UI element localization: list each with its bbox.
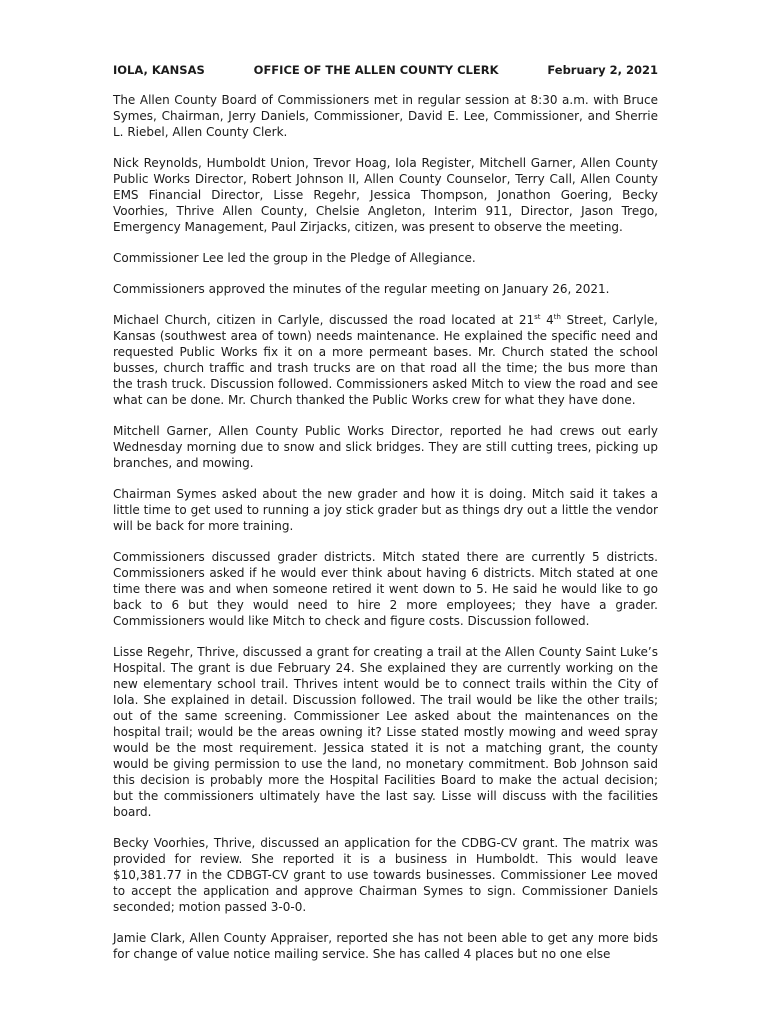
- paragraph-grader: Chairman Symes asked about the new grader and how it is doing. Mitch said it takes a little time to get used to running a joy stick grader but as things dry out a little the vendor will be back for more training.: [113, 487, 658, 533]
- paragraph-church-road-text-1: Michael Church, citizen in Carlyle, discussed the road located at 21: [113, 313, 535, 327]
- paragraph-pledge: Commissioner Lee led the group in the Pledge of Allegiance.: [113, 251, 476, 265]
- superscript-st: st: [534, 313, 541, 321]
- superscript-th: th: [553, 313, 561, 321]
- paragraph-public-works: Mitchell Garner, Allen County Public Works Director, reported he had crews out early Wednesday morning due to snow and slick bridges. They are still cutting trees, picking up branches, and mowing.: [113, 424, 658, 470]
- header-office: OFFICE OF THE ALLEN COUNTY CLERK: [253, 63, 499, 77]
- paragraph-church-road: [113, 312, 658, 408]
- paragraph-church-road-text-2: 4: [540, 313, 554, 327]
- header-location: IOLA, KANSAS: [113, 63, 205, 77]
- paragraph-attendance: The Allen County Board of Commissioners met in regular session at 8:30 a.m. with Bruce Symes, Chairman, Jerry Daniels, Commissioner, David E. Lee, Commissioner, and Sherrie L. Riebel, Allen County Clerk.: [113, 93, 658, 139]
- document-page: [113, 62, 658, 977]
- document-header: [113, 62, 658, 78]
- paragraph-cdbg-grant: Becky Voorhies, Thrive, discussed an application for the CDBG-CV grant. The matrix was provided for review. She reported it is a business in Humboldt. This would leave $10,381.77 in the CDBGT-CV grant to use towards businesses. Commissioner Lee moved to accept the application and approve Chairman Symes to sign. Commissioner Daniels seconded; motion passed 3-0-0.: [113, 836, 658, 914]
- paragraph-trail-grant: Lisse Regehr, Thrive, discussed a grant for creating a trail at the Allen County Saint Luke’s Hospital. The grant is due February 24. She explained they are currently working on the new elementary school trail. Thrives intent would be to connect trails within the City of Iola. She explained in detail. Discussion followed. The trail would be like the other trails; out of the same screening. Commissioner Lee asked about the maintenances on the hospital trail; would be the areas owning it? Lisse stated mostly mowing and weed spray would be the most requirement. Jessica stated it is not a matching grant, the county would be giving permission to use the land, no monetary commitment. Bob Johnson said this decision is probably more the Hospital Facilities Board to make the actual decision; but the commissioners ultimately have the last say. Lisse will discuss with the facilities board.: [113, 645, 658, 819]
- paragraph-church-road-text-3: Street, Carlyle, Kansas (southwest area of town) needs maintenance. He explained the specific need and requested Public Works fix it on a more permeant bases. Mr. Church stated the school busses, church traffic and trash trucks are on that road all the time; the bus more than the trash truck. Discussion followed. Commissioners asked Mitch to view the road and see what can be done. Mr. Church thanked the Public Works crew for what they have done.: [113, 313, 658, 407]
- header-date: February 2, 2021: [547, 63, 658, 77]
- paragraph-appraiser: Jamie Clark, Allen County Appraiser, reported she has not been able to get any more bids for change of value notice mailing service. She has called 4 places but no one else: [113, 931, 658, 961]
- paragraph-observers: Nick Reynolds, Humboldt Union, Trevor Hoag, Iola Register, Mitchell Garner, Allen County Public Works Director, Robert Johnson II, Allen County Counselor, Terry Call, Allen County EMS Financial Director, Lisse Regehr, Jessica Thompson, Jonathon Goering, Becky Voorhies, Thrive Allen County, Chelsie Angleton, Interim 911, Director, Jason Trego, Emergency Management, Paul Zirjacks, citizen, was present to observe the meeting.: [113, 156, 658, 234]
- paragraph-grader-districts: Commissioners discussed grader districts. Mitch stated there are currently 5 districts. Commissioners asked if he would ever think about having 6 districts. Mitch stated at one time there was and when someone retired it went down to 5. He said he would like to go back to 6 but they would need to hire 2 more employees; they have a grader. Commissioners would like Mitch to check and figure costs. Discussion followed.: [113, 550, 658, 628]
- paragraph-minutes: Commissioners approved the minutes of the regular meeting on January 26, 2021.: [113, 282, 610, 296]
